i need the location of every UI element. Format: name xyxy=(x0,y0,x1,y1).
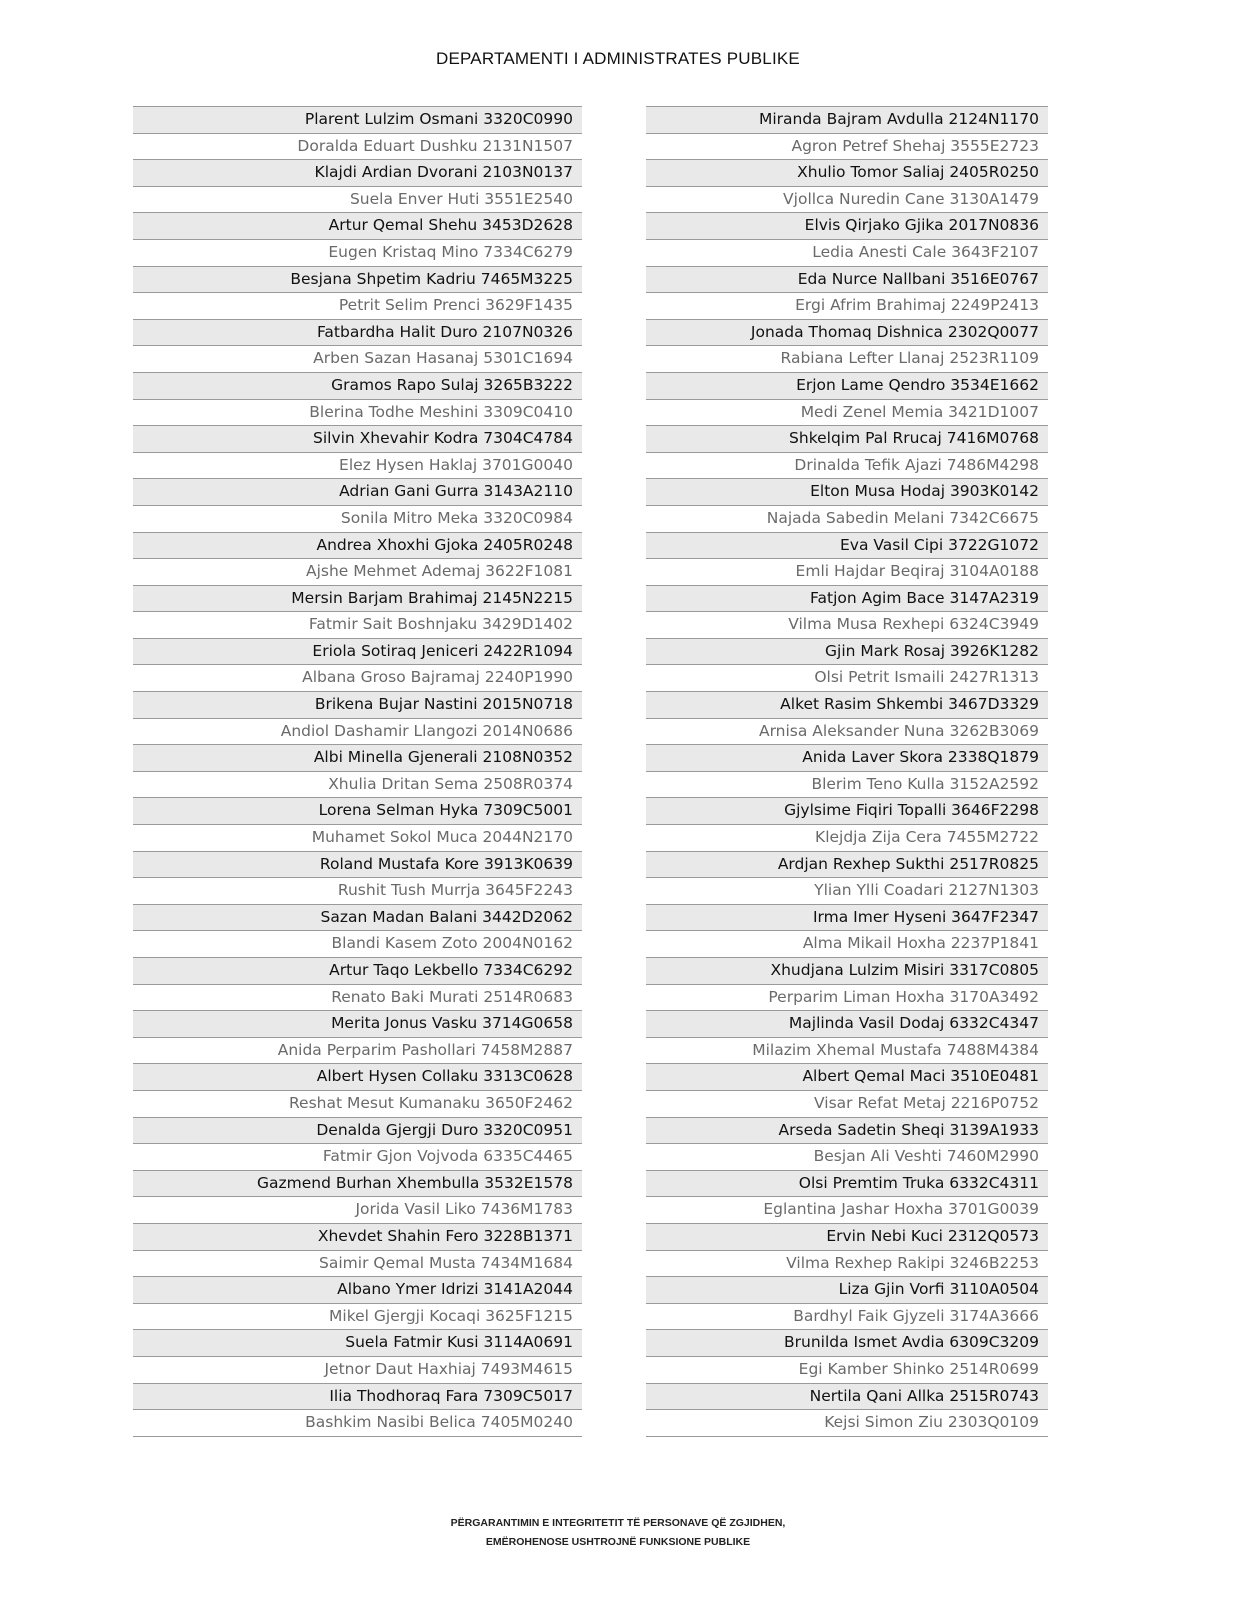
list-item: Najada Sabedin Melani 7342C6675 xyxy=(646,505,1048,532)
list-item: Visar Refat Metaj 2216P0752 xyxy=(646,1090,1048,1117)
list-item: Ergi Afrim Brahimaj 2249P2413 xyxy=(646,292,1048,319)
list-item: Fatmir Sait Boshnjaku 3429D1402 xyxy=(133,611,582,638)
list-item: Fatjon Agim Bace 3147A2319 xyxy=(646,585,1048,612)
list-item: Ervin Nebi Kuci 2312Q0573 xyxy=(646,1223,1048,1250)
list-item: Rushit Tush Murrja 3645F2243 xyxy=(133,877,582,904)
list-item: Vilma Rexhep Rakipi 3246B2253 xyxy=(646,1250,1048,1277)
list-item: Rabiana Lefter Llanaj 2523R1109 xyxy=(646,345,1048,372)
list-item: Plarent Lulzim Osmani 3320C0990 xyxy=(133,106,582,133)
list-item: Anida Perparim Pashollari 7458M2887 xyxy=(133,1037,582,1064)
list-item: Milazim Xhemal Mustafa 7488M4384 xyxy=(646,1037,1048,1064)
list-item: Kejsi Simon Ziu 2303Q0109 xyxy=(646,1409,1048,1436)
list-item: Albana Groso Bajramaj 2240P1990 xyxy=(133,664,582,691)
list-item: Bashkim Nasibi Belica 7405M0240 xyxy=(133,1409,582,1436)
list-item: Vjollca Nuredin Cane 3130A1479 xyxy=(646,186,1048,213)
list-item: Xhulio Tomor Saliaj 2405R0250 xyxy=(646,159,1048,186)
list-item: Denalda Gjergji Duro 3320C0951 xyxy=(133,1117,582,1144)
list-item: Andrea Xhoxhi Gjoka 2405R0248 xyxy=(133,532,582,559)
list-item: Silvin Xhevahir Kodra 7304C4784 xyxy=(133,425,582,452)
page-title: DEPARTAMENTI I ADMINISTRATES PUBLIKE xyxy=(436,49,800,68)
list-item: Albert Qemal Maci 3510E0481 xyxy=(646,1063,1048,1090)
list-item: Eugen Kristaq Mino 7334C6279 xyxy=(133,239,582,266)
list-item: Petrit Selim Prenci 3629F1435 xyxy=(133,292,582,319)
list-item: Eglantina Jashar Hoxha 3701G0039 xyxy=(646,1196,1048,1223)
list-item: Gjylsime Fiqiri Topalli 3646F2298 xyxy=(646,797,1048,824)
list-item: Vilma Musa Rexhepi 6324C3949 xyxy=(646,611,1048,638)
list-item: Eva Vasil Cipi 3722G1072 xyxy=(646,532,1048,559)
list-item: Eda Nurce Nallbani 3516E0767 xyxy=(646,266,1048,293)
list-item: Anida Laver Skora 2338Q1879 xyxy=(646,744,1048,771)
footer xyxy=(0,1514,1236,1552)
list-item: Perparim Liman Hoxha 3170A3492 xyxy=(646,984,1048,1011)
column-bottom-rule xyxy=(646,1436,1048,1437)
list-item: Shkelqim Pal Rrucaj 7416M0768 xyxy=(646,425,1048,452)
list-item: Jorida Vasil Liko 7436M1783 xyxy=(133,1196,582,1223)
list-item: Reshat Mesut Kumanaku 3650F2462 xyxy=(133,1090,582,1117)
list-item: Xhudjana Lulzim Misiri 3317C0805 xyxy=(646,957,1048,984)
list-item: Klejdja Zija Cera 7455M2722 xyxy=(646,824,1048,851)
footer-line-2: EMËROHENOSE USHTROJNË FUNKSIONE PUBLIKE xyxy=(485,1536,751,1548)
list-item: Miranda Bajram Avdulla 2124N1170 xyxy=(646,106,1048,133)
list-item: Majlinda Vasil Dodaj 6332C4347 xyxy=(646,1010,1048,1037)
list-item: Arseda Sadetin Sheqi 3139A1933 xyxy=(646,1117,1048,1144)
list-item: Gjin Mark Rosaj 3926K1282 xyxy=(646,638,1048,665)
list-item: Olsi Premtim Truka 6332C4311 xyxy=(646,1170,1048,1197)
name-list-left-column xyxy=(133,106,582,1437)
list-item: Elvis Qirjako Gjika 2017N0836 xyxy=(646,212,1048,239)
list-item: Mersin Barjam Brahimaj 2145N2215 xyxy=(133,585,582,612)
list-item: Blerina Todhe Meshini 3309C0410 xyxy=(133,399,582,426)
list-item: Muhamet Sokol Muca 2044N2170 xyxy=(133,824,582,851)
list-item: Gazmend Burhan Xhembulla 3532E1578 xyxy=(133,1170,582,1197)
list-item: Eriola Sotiraq Jeniceri 2422R1094 xyxy=(133,638,582,665)
list-item: Ajshe Mehmet Ademaj 3622F1081 xyxy=(133,558,582,585)
list-item: Jetnor Daut Haxhiaj 7493M4615 xyxy=(133,1356,582,1383)
column-bottom-rule xyxy=(133,1436,582,1437)
list-item: Gramos Rapo Sulaj 3265B3222 xyxy=(133,372,582,399)
list-item: Lorena Selman Hyka 7309C5001 xyxy=(133,797,582,824)
list-item: Elton Musa Hodaj 3903K0142 xyxy=(646,478,1048,505)
list-item: Medi Zenel Memia 3421D1007 xyxy=(646,399,1048,426)
list-item: Albano Ymer Idrizi 3141A2044 xyxy=(133,1276,582,1303)
name-list-right-column xyxy=(646,106,1048,1437)
list-item: Fatmir Gjon Vojvoda 6335C4465 xyxy=(133,1143,582,1170)
list-item: Erjon Lame Qendro 3534E1662 xyxy=(646,372,1048,399)
list-item: Sonila Mitro Meka 3320C0984 xyxy=(133,505,582,532)
list-item: Nertila Qani Allka 2515R0743 xyxy=(646,1383,1048,1410)
list-item: Albert Hysen Collaku 3313C0628 xyxy=(133,1063,582,1090)
list-item: Brunilda Ismet Avdia 6309C3209 xyxy=(646,1329,1048,1356)
list-item: Mikel Gjergji Kocaqi 3625F1215 xyxy=(133,1303,582,1330)
list-item: Brikena Bujar Nastini 2015N0718 xyxy=(133,691,582,718)
list-item: Renato Baki Murati 2514R0683 xyxy=(133,984,582,1011)
list-item: Doralda Eduart Dushku 2131N1507 xyxy=(133,133,582,160)
footer-line-1: PËRGARANTIMIN E INTEGRITETIT TË PERSONAVE QË ZGJIDHEN, xyxy=(450,1517,786,1529)
list-item: Xhulia Dritan Sema 2508R0374 xyxy=(133,771,582,798)
list-item: Blandi Kasem Zoto 2004N0162 xyxy=(133,930,582,957)
list-item: Ardjan Rexhep Sukthi 2517R0825 xyxy=(646,851,1048,878)
list-item: Elez Hysen Haklaj 3701G0040 xyxy=(133,452,582,479)
list-item: Saimir Qemal Musta 7434M1684 xyxy=(133,1250,582,1277)
list-item: Agron Petref Shehaj 3555E2723 xyxy=(646,133,1048,160)
list-item: Egi Kamber Shinko 2514R0699 xyxy=(646,1356,1048,1383)
list-item: Adrian Gani Gurra 3143A2110 xyxy=(133,478,582,505)
list-item: Merita Jonus Vasku 3714G0658 xyxy=(133,1010,582,1037)
list-item: Ledia Anesti Cale 3643F2107 xyxy=(646,239,1048,266)
list-item: Alket Rasim Shkembi 3467D3329 xyxy=(646,691,1048,718)
list-item: Ilia Thodhoraq Fara 7309C5017 xyxy=(133,1383,582,1410)
list-item: Fatbardha Halit Duro 2107N0326 xyxy=(133,319,582,346)
list-item: Arnisa Aleksander Nuna 3262B3069 xyxy=(646,718,1048,745)
list-item: Artur Qemal Shehu 3453D2628 xyxy=(133,212,582,239)
list-item: Suela Fatmir Kusi 3114A0691 xyxy=(133,1329,582,1356)
list-item: Klajdi Ardian Dvorani 2103N0137 xyxy=(133,159,582,186)
list-item: Arben Sazan Hasanaj 5301C1694 xyxy=(133,345,582,372)
list-item: Besjan Ali Veshti 7460M2990 xyxy=(646,1143,1048,1170)
list-item: Suela Enver Huti 3551E2540 xyxy=(133,186,582,213)
list-item: Drinalda Tefik Ajazi 7486M4298 xyxy=(646,452,1048,479)
list-item: Jonada Thomaq Dishnica 2302Q0077 xyxy=(646,319,1048,346)
list-item: Blerim Teno Kulla 3152A2592 xyxy=(646,771,1048,798)
list-item: Emli Hajdar Beqiraj 3104A0188 xyxy=(646,558,1048,585)
list-item: Bardhyl Faik Gjyzeli 3174A3666 xyxy=(646,1303,1048,1330)
list-item: Xhevdet Shahin Fero 3228B1371 xyxy=(133,1223,582,1250)
list-item: Ylian Ylli Coadari 2127N1303 xyxy=(646,877,1048,904)
list-item: Sazan Madan Balani 3442D2062 xyxy=(133,904,582,931)
list-item: Irma Imer Hyseni 3647F2347 xyxy=(646,904,1048,931)
list-item: Olsi Petrit Ismaili 2427R1313 xyxy=(646,664,1048,691)
list-item: Liza Gjin Vorfi 3110A0504 xyxy=(646,1276,1048,1303)
list-item: Besjana Shpetim Kadriu 7465M3225 xyxy=(133,266,582,293)
list-item: Alma Mikail Hoxha 2237P1841 xyxy=(646,930,1048,957)
list-item: Artur Taqo Lekbello 7334C6292 xyxy=(133,957,582,984)
list-item: Roland Mustafa Kore 3913K0639 xyxy=(133,851,582,878)
list-item: Albi Minella Gjenerali 2108N0352 xyxy=(133,744,582,771)
list-item: Andiol Dashamir Llangozi 2014N0686 xyxy=(133,718,582,745)
